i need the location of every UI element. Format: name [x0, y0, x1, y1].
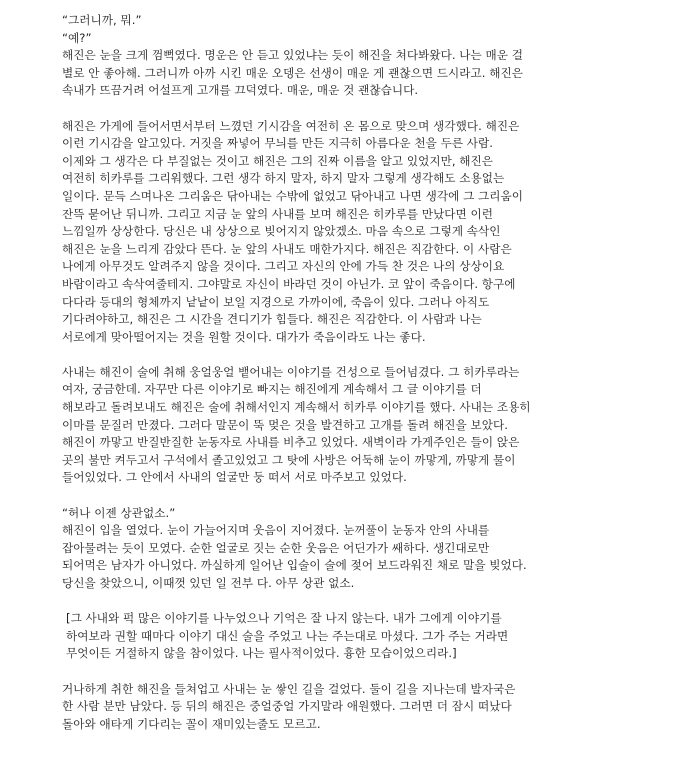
paragraph [62, 681, 681, 734]
text-line: 사내는 해진이 술에 취해 웅얼웅얼 뱉어내는 이야기를 건성으로 들어넘겼다. 그 히카루라는 [62, 364, 520, 379]
text-line: 잔뜩 묻어난 뒤니까. 그리고 지금 눈 앞의 사내를 보며 해진은 히카루를 만났다면 이런 [62, 206, 494, 221]
text-line: 들어있었다. 그 안에서 사내의 얼굴만 둥 떠서 서로 마주보고 있었다. [62, 470, 407, 485]
text-line: “그러니까, 뭐.” [62, 13, 142, 27]
text-line: 별로 안 좋아해. 그러니까 아까 시킨 매운 오뎅은 선생이 매운 게 괜찮으면 드시라고. 해진은 [62, 65, 524, 80]
text-line: 여전히 히카루를 그리워했다. 그런 생각 하지 말자, 하지 말자 그렇게 생각해도 소용없는 [62, 171, 505, 186]
text-line: 무엇이든 거절하지 않을 참이었다. 나는 필사적이었다. 흉한 모습이었으리라.] [66, 646, 457, 661]
text-line: 돌아와 애타게 기다리는 꼴이 재미있는줄도 모르고. [62, 716, 321, 731]
text-line: 이제와 그 생각은 다 부질없는 것이고 해진은 그의 진짜 이름을 알고 있었지만, 해진은 [62, 153, 494, 168]
text-line: 해진은 가게에 들어서면서부터 느꼈던 기시감을 여전히 온 몸으로 맞으며 생각했다. 해진은 [62, 118, 520, 133]
text-line: 여자, 궁금한데. 자꾸만 다른 이야기로 빠지는 해진에게 계속해서 그 글 이야기를 더 [62, 382, 482, 397]
paragraph [62, 12, 681, 100]
text-line: 곳의 불만 켜두고서 구석에서 졸고있었고 그 탓에 사방은 어둑해 눈이 까맣게, 까맣게 물이 [62, 452, 516, 467]
text-line: 해진은 눈을 크게 껌뻑였다. 명운은 안 듣고 있었냐는 듯이 해진을 쳐다봐왔다. 나는 매운 걸 [62, 48, 524, 63]
text-line: [그 사내와 퍽 많은 이야기를 나누었으나 기억은 잘 나지 않는다. 내가 그에게 이야기를 [66, 611, 502, 626]
text-line: 일이다. 문득 스며나온 그리움은 닦아내는 수밖에 없었고 닦아내고 나면 생각에 그 그리움이 [62, 188, 524, 203]
text-line: “예?” [62, 30, 92, 45]
text-line: 하여보라 권할 때마다 이야기 대신 술을 주었고 나는 주는대로 마셨다. 그가 주는 거라면 [66, 628, 509, 643]
text-line: 기다려야하고, 해진은 그 시간을 견디기가 힘들다. 해진은 직감한다. 이 사람과 나는 [62, 312, 482, 327]
text-line: 잡아물려는 듯이 모였다. 순한 얼굴로 짓는 순한 웃음은 어딘가가 쌔하다. 생긴대로만 [62, 540, 490, 555]
text-line: “허나 이젠 상관없소.” [62, 505, 176, 520]
text-line: 바람이라고 속삭여줄테지. 그야말로 자신이 바라던 것이 아닌가. 코 앞이 죽음이다. 항구에 [62, 276, 516, 291]
text-line: 해진이 까맣고 반질반질한 눈동자로 사내를 비추고 있었다. 새벽이라 가게주인은 들이 앉은 [62, 435, 520, 450]
text-line: 당신을 찾았으니, 이때껏 있던 일 전부 다. 아무 상관 없소. [62, 576, 355, 590]
text-line: 해보라고 돌려보내도 해진은 술에 취해서인지 계속해서 히카루 이야기를 했다. 사내는 조용히 [62, 400, 531, 415]
text-line: 속내가 뜨끔거려 어설프게 고개를 끄덕였다. 매운, 매운 것 괜찮습니다. [62, 83, 419, 98]
text-line: 서로에게 맞아떨어지는 것을 원할 것이다. 대가가 죽음이라도 나는 좋다. [62, 329, 426, 344]
paragraph [62, 505, 681, 593]
text-line: 한 사람 분만 남았다. 등 뒤의 해진은 중얼중얼 가지말라 애원했다. 그러면 더 잠시 떠났다 [62, 699, 512, 714]
text-line: 나에게 아무것도 알려주지 않을 것이다. 그리고 자신의 안에 가득 찬 것은 나의 상상이요 [62, 259, 505, 274]
text-line: 이런 기시감을 알고있다. 거짓을 짜넣어 무늬를 만든 지극히 아름다운 천을 두른 사람. [62, 136, 494, 151]
text-line: 해진은 눈을 느리게 감았다 뜬다. 눈 앞의 사내도 매한가지다. 해진은 직감한다. 이 사람은 [62, 241, 512, 256]
bracketed-paragraph [62, 610, 681, 663]
paragraph [62, 364, 681, 487]
paragraph [62, 118, 681, 347]
text-line: 해진이 입을 열었다. 눈이 가늘어지며 웃음이 지어졌다. 눈꺼풀이 눈동자 안의 사내를 [62, 523, 490, 538]
text-line: 느낌일까 상상한다. 당신은 내 상상으로 빚어지지 않았겠소. 마음 속으로 그렇게 속삭인 [62, 224, 501, 239]
text-line: 다다라 등대의 형체까지 낱낱이 보일 지경으로 가까이에, 죽음이 있다. 그러나 아직도 [62, 294, 490, 309]
text-line: 되어먹은 남자가 아니었다. 까실하게 일어난 입술이 술에 젖어 보드라워진 채로 말을 빚었다. [62, 558, 527, 573]
text-line: 거나하게 취한 해진을 들쳐업고 사내는 눈 쌓인 길을 걸었다. 둘이 길을 지나는데 발자국은 [62, 681, 516, 696]
text-line: 이마를 문질러 만졌다. 그러다 말문이 뚝 멎은 것을 발견하고 고개를 돌려 해진을 보았다. [62, 417, 509, 432]
